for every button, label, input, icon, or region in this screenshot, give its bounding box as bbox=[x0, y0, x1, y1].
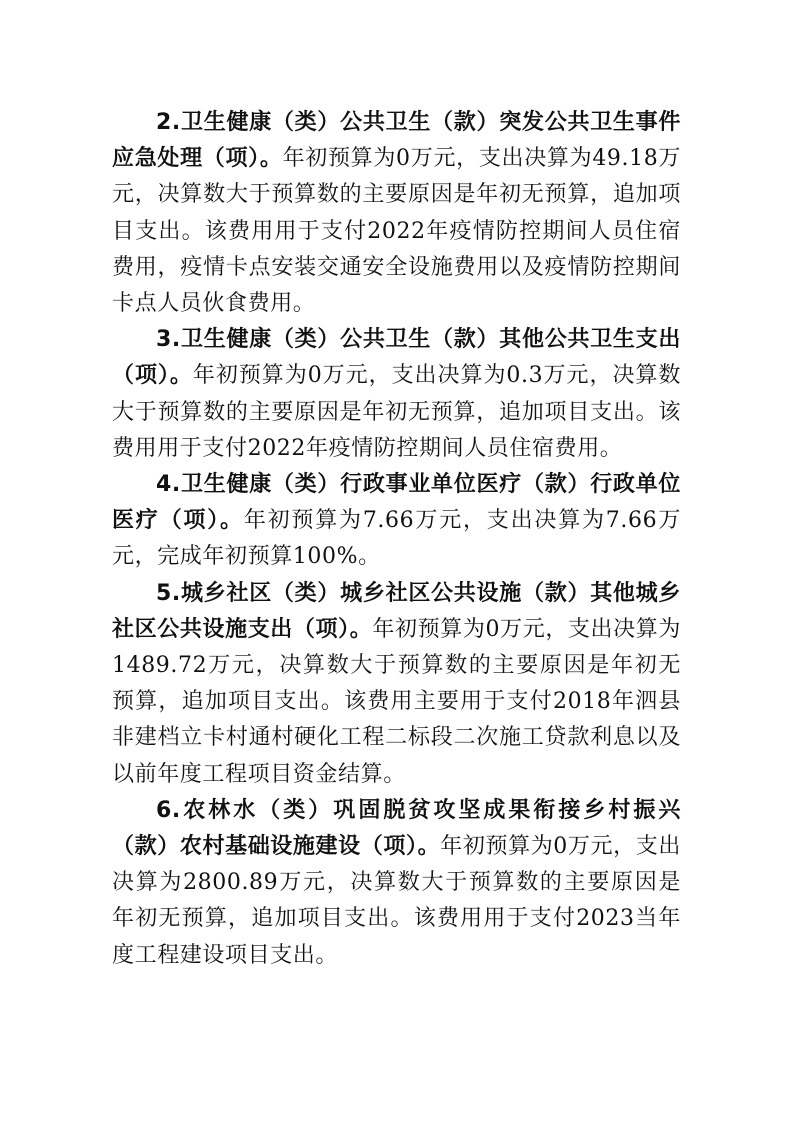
paragraph-item-3 bbox=[112, 322, 681, 467]
paragraph-heading: 5.城乡社区（类）城乡社区公共设施（款）其他城乡社区公共设施支出（项）。 bbox=[112, 580, 681, 642]
paragraph-heading: 2.卫生健康（类）公共卫生（款）突发公共卫生事件应急处理（项）。 bbox=[112, 110, 681, 172]
paragraph-item-5 bbox=[112, 576, 681, 793]
paragraph-heading: 4.卫生健康（类）行政事业单位医疗（款）行政单位医疗（项）。 bbox=[112, 472, 681, 534]
paragraph-item-2 bbox=[112, 105, 681, 322]
paragraph-body: 年初预算为0万元，支出决算为1489.72万元，决算数大于预算数的主要原因是年初无预算，追加项目支出。该费用主要用于支付2018年泗县非建档立卡村通村硬化工程二标段二次施工贷款利息以及以前年度工程项目资金结算。 bbox=[112, 616, 681, 787]
paragraph-body: 年初预算为0万元，支出决算为0.3万元，决算数大于预算数的主要原因是年初无预算，追加项目支出。该费用用于支付2022年疫情防控期间人员住宿费用。 bbox=[112, 363, 681, 461]
paragraph-body: 年初预算为7.66万元，支出决算为7.66万元，完成年初预算100%。 bbox=[112, 508, 681, 570]
paragraph-heading: 6.农林水（类）巩固脱贫攻坚成果衔接乡村振兴（款）农村基础设施建设（项）。 bbox=[112, 797, 681, 860]
paragraph-body: 年初预算为0万元，支出决算为2800.89万元，决算数大于预算数的主要原因是年初无预算，追加项目支出。该费用用于支付2023当年度工程建设项目支出。 bbox=[112, 834, 681, 968]
paragraph-item-6 bbox=[112, 793, 681, 974]
paragraph-body: 年初预算为0万元，支出决算为49.18万元，决算数大于预算数的主要原因是年初无预算，追加项目支出。该费用用于支付2022年疫情防控期间人员住宿费用，疫情卡点安装交通安全设施费用以及疫情防控期间卡点人员伙食费用。 bbox=[112, 146, 681, 317]
paragraph-item-4 bbox=[112, 467, 681, 576]
paragraph-heading: 3.卫生健康（类）公共卫生（款）其他公共卫生支出（项）。 bbox=[112, 327, 681, 389]
